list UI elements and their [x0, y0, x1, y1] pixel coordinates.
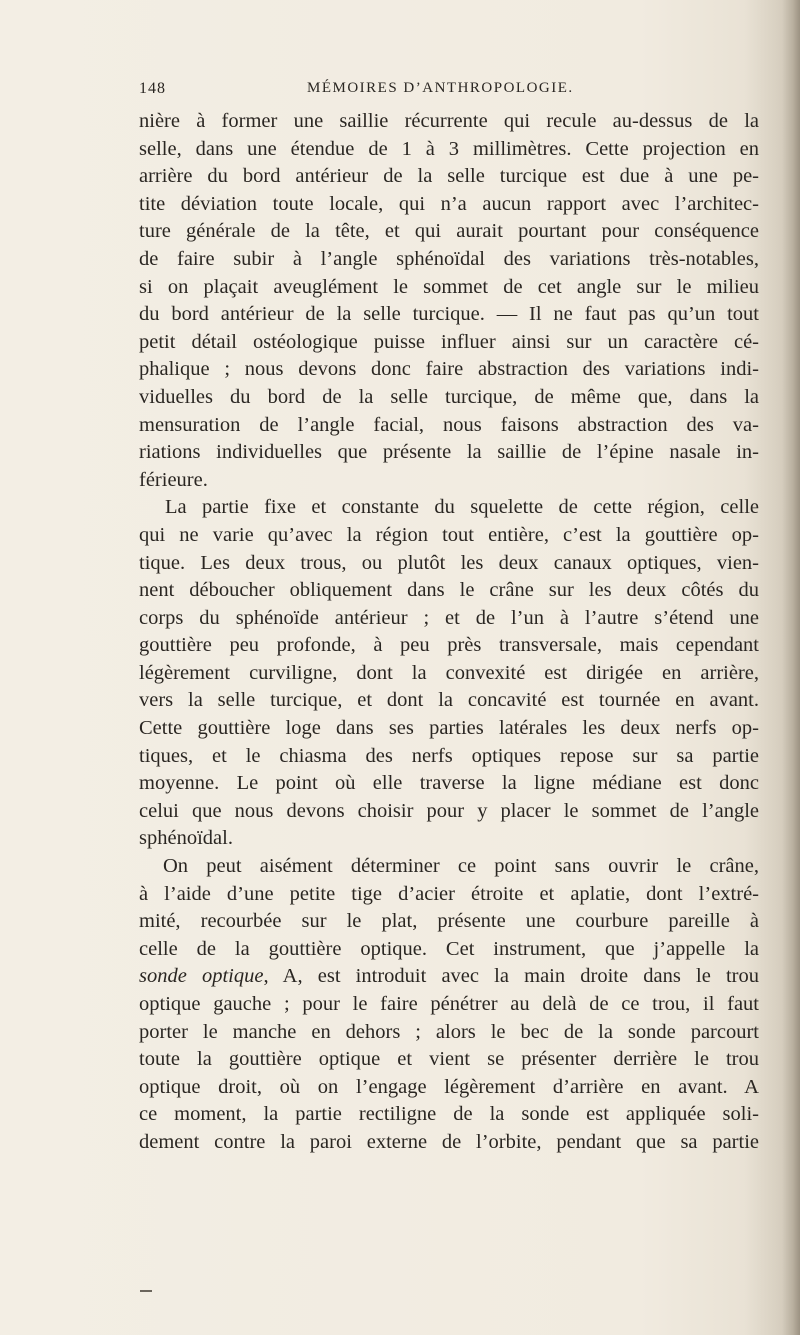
text-line: Cette gouttière loge dans ses parties latérales les deux nerfs op-	[139, 717, 759, 740]
text-line: férieure.	[139, 468, 208, 491]
italic-term: sonde optique	[139, 965, 264, 988]
footer-dash	[140, 1290, 152, 1292]
page-edge-shadow	[782, 0, 800, 1335]
text-line: sphénoïdal.	[139, 827, 233, 850]
text-line: On peut aisément déterminer ce point sans ouvrir le crâne,	[163, 855, 759, 878]
text-line: arrière du bord antérieur de la selle turcique est due à une pe-	[139, 165, 759, 188]
text-line: phalique ; nous devons donc faire abstraction des variations indi-	[139, 358, 759, 381]
text-line: de faire subir à l’angle sphénoïdal des variations très-notables,	[139, 247, 759, 270]
page-number: 148	[139, 80, 166, 97]
text-line: celle de la gouttière optique. Cet instrument, que j’appelle la	[139, 937, 759, 960]
text-line: nière à former une saillie récurrente qui recule au-dessus de la	[139, 110, 759, 132]
text-line: vers la selle turcique, et dont la concavité est tournée en avant.	[139, 689, 759, 712]
text-line: mité, recourbée sur le plat, présente une courbure pareille à	[139, 910, 759, 933]
text-line: optique droit, où on l’engage légèrement d’arrière en avant. A	[139, 1075, 759, 1098]
text-line: moyenne. Le point où elle traverse la ligne médiane est donc	[139, 772, 759, 795]
text-line: toute la gouttière optique et vient se présenter derrière le trou	[139, 1048, 759, 1071]
text-line: optique gauche ; pour le faire pénétrer au delà de ce trou, il faut	[139, 993, 759, 1015]
text-line: mensuration de l’angle facial, nous faisons abstraction des va-	[139, 413, 759, 436]
text-line: qui ne varie qu’avec la région tout entière, c’est la gouttière op-	[139, 523, 759, 546]
page-header	[139, 80, 739, 106]
text-line: riations individuelles que présente la saillie de l’épine nasale in-	[139, 441, 759, 464]
text-line: viduelles du bord de la selle turcique, de même que, dans la	[139, 385, 759, 408]
text-line: porter le manche en dehors ; alors le bec de la sonde parcourt	[139, 1020, 759, 1043]
text-line: si on plaçait aveuglément le sommet de cet angle sur le milieu	[139, 275, 759, 298]
text-line: tite déviation toute locale, qui n’a aucun rapport avec l’architec-	[139, 192, 759, 215]
text-line: ce moment, la partie rectiligne de la sonde est appliquée soli-	[139, 1103, 759, 1126]
text-line: petit détail ostéologique puisse influer ainsi sur un caractère cé-	[139, 330, 759, 353]
text-line: celui que nous devons choisir pour y placer le sommet de l’angle	[139, 799, 759, 822]
running-title: MÉMOIRES D’ANTHROPOLOGIE.	[307, 80, 574, 96]
text-line: tiques, et le chiasma des nerfs optiques repose sur sa partie	[139, 744, 759, 767]
text-line-with-italic	[139, 963, 759, 991]
line-remainder: , A, est introduit avec la main droite dans le trou	[263, 965, 759, 988]
text-line: dement contre la paroi externe de l’orbite, pendant que sa partie	[139, 1130, 759, 1153]
text-line: La partie fixe et constante du squelette de cette région, celle	[165, 496, 759, 519]
text-line: nent déboucher obliquement dans le crâne sur les deux côtés du	[139, 579, 759, 602]
text-line: du bord antérieur de la selle turcique. — Il ne faut pas qu’un tout	[139, 303, 759, 326]
text-line: légèrement curviligne, dont la convexité est dirigée en arrière,	[139, 661, 759, 684]
text-line: gouttière peu profonde, à peu près transversale, mais cependant	[139, 634, 759, 657]
text-line: corps du sphénoïde antérieur ; et de l’un à l’autre s’étend une	[139, 606, 759, 629]
text-line: ture générale de la tête, et qui aurait pourtant pour conséquence	[139, 220, 759, 243]
text-line: tique. Les deux trous, ou plutôt les deux canaux optiques, vien-	[139, 551, 759, 574]
body-text	[139, 108, 759, 1157]
text-line: selle, dans une étendue de 1 à 3 millimètres. Cette projection en	[139, 137, 759, 160]
text-line: à l’aide d’une petite tige d’acier étroite et aplatie, dont l’extré-	[139, 882, 759, 905]
